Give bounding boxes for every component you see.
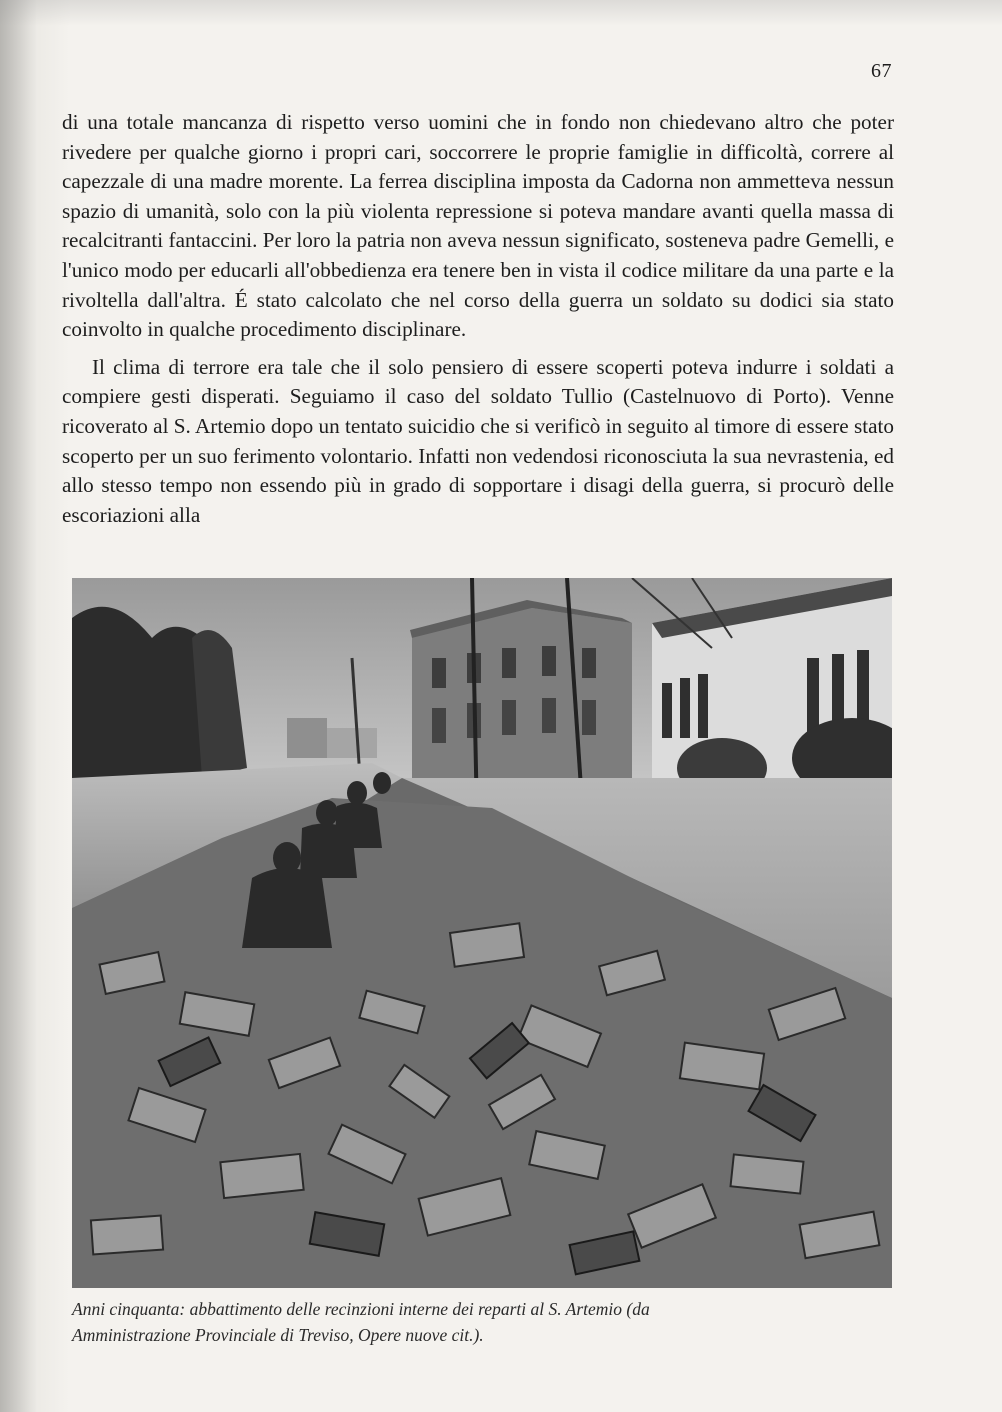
scan-binding-shadow (0, 0, 36, 1412)
paragraph-2: Il clima di terrore era tale che il solo pensiero di essere scoperti poteva indurre i soldati a compiere gesti disperati. Seguiamo il caso del soldato Tullio (Castelnuovo di Porto). Venne ricoverato al S. Artemio dopo un tentato suicidio che si verificò in seguito al timore di essere stato scoperto per un suo ferimento volontario. Infatti non vedendosi riconosciuta la sua nevrastenia, ed allo stesso tempo non essendo più in grado di sopportare i disagi della guerra, si procurò delle escoriazioni alla (62, 354, 894, 527)
figure-caption (72, 1296, 902, 1348)
page-number: 67 (871, 60, 892, 82)
historical-photograph (72, 578, 892, 1288)
photo-illustration (72, 578, 892, 1288)
scan-top-shadow (0, 0, 1002, 26)
body-text (62, 108, 894, 530)
paragraph-1: di una totale mancanza di rispetto verso uomini che in fondo non chiedevano altro che poter rivedere per qualche giorno i propri cari, soccorrere le proprie famiglie in difficoltà, correre al capezzale di una madre morente. La ferrea disciplina imposta da Cadorna non ammetteva nessun spazio di umanità, solo con la più violenta repressione si poteva mandare avanti quella massa di recalcitranti fantaccini. Per loro la patria non aveva nessun significato, sosteneva padre Gemelli, e l'unico modo per educarli all'obbedienza era tenere ben in vista il codice militare da una parte e la rivoltella dall'altra. É stato calcolato che nel corso della guerra un soldato su dodici sia stato coinvolto in qualche procedimento disciplinare. (62, 110, 894, 342)
caption-line-1: Anni cinquanta: abbattimento delle recinzioni interne dei reparti al S. Artemio (da (72, 1299, 650, 1319)
caption-line-2: Amministrazione Provinciale di Treviso, Opere nuove cit.). (72, 1325, 484, 1345)
